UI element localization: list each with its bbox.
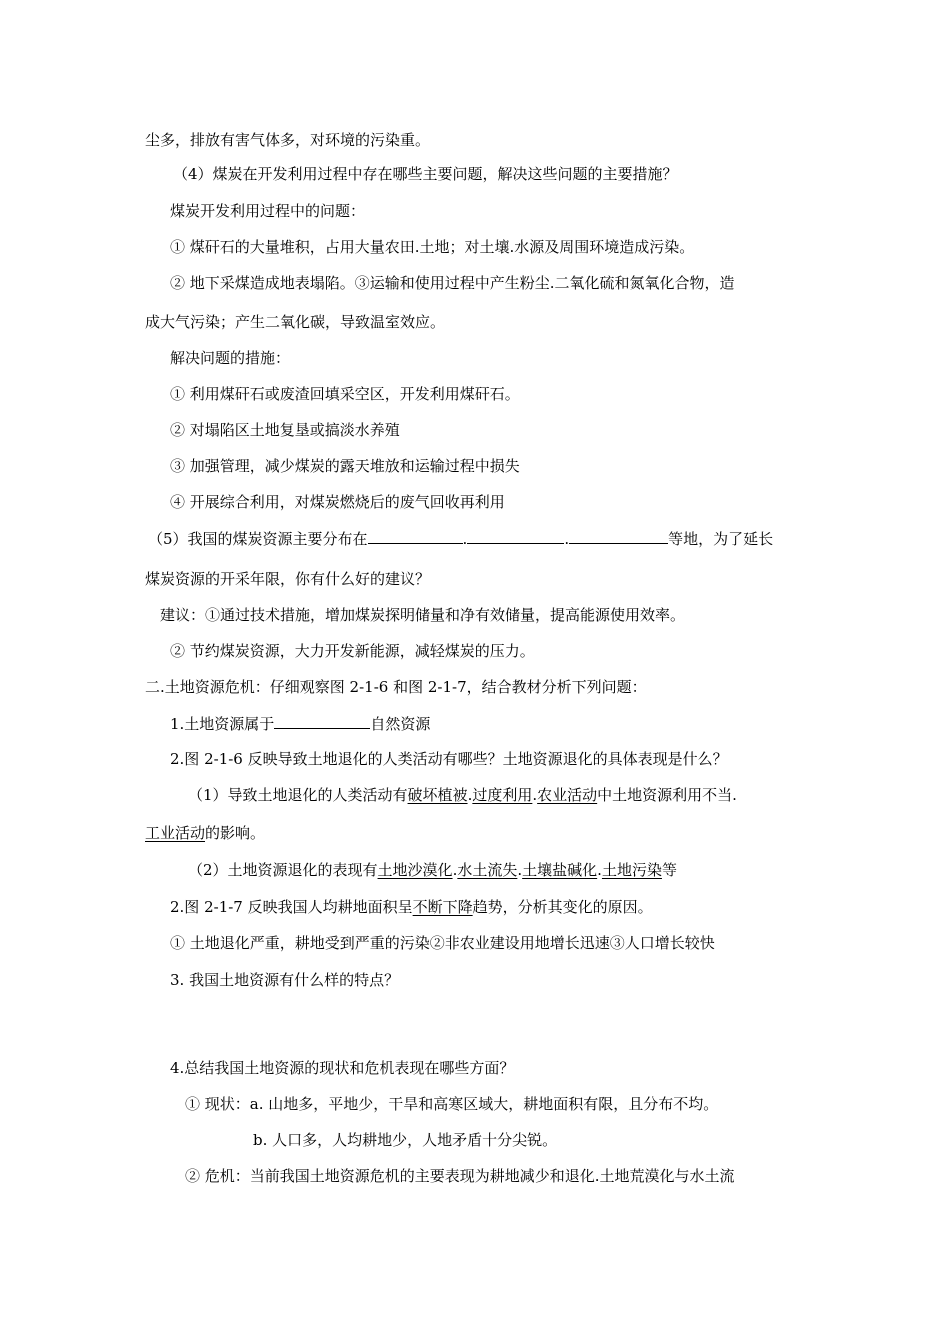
question-2: 2.图 2-1-6 反映导致土地退化的人类活动有哪些？土地资源退化的具体表现是什么？ (170, 750, 728, 768)
text-line: 煤炭开发利用过程中的问题： (170, 202, 366, 220)
fill-blank-2[interactable] (467, 528, 564, 544)
text-segment: 等 (661, 861, 677, 879)
fill-blank-3[interactable] (569, 528, 668, 544)
text-segment: . (462, 530, 468, 548)
underlined-answer: 土地沙漠化 (377, 861, 453, 879)
text-segment: . (467, 786, 473, 804)
text-line: ③ 加强管理，减少煤炭的露天堆放和运输过程中损失 (170, 457, 520, 475)
text-line: 尘多，排放有害气体多，对环境的污染重。 (145, 131, 431, 149)
text-segment: （2）土地资源退化的表现有 (188, 861, 378, 879)
text-line: 成大气污染；产生二氧化碳，导致温室效应。 (145, 313, 446, 331)
section-heading: 二.土地资源危机：仔细观察图 2-1-6 和图 2-1-7，结合教材分析下列问题： (145, 678, 647, 696)
underlined-answer: 土壤盐碱化 (522, 861, 598, 879)
text-line: ① 土地退化严重，耕地受到严重的污染②非农业建设用地增长迅速③人口增长较快 (170, 934, 715, 952)
underlined-answer: 农业活动 (537, 786, 598, 804)
underlined-answer: 工业活动 (145, 824, 206, 842)
underlined-answer: 水土流失 (457, 861, 518, 879)
text-segment: 1.土地资源属于 (170, 715, 275, 733)
text-line: ② 对塌陷区土地复垦或搞淡水养殖 (170, 421, 400, 439)
text-segment: . (517, 861, 523, 879)
text-line: ② 节约煤炭资源，大力开发新能源，减轻煤炭的压力。 (170, 642, 535, 660)
text-line: b. 人口多，人均耕地少，人地矛盾十分尖锐。 (253, 1131, 558, 1149)
text-segment: . (532, 786, 538, 804)
fill-blank-4[interactable] (274, 713, 370, 729)
text-segment: . (564, 530, 570, 548)
text-segment: 等地，为了延长 (668, 530, 774, 548)
question-4b: 4.总结我国土地资源的现状和危机表现在哪些方面？ (170, 1059, 515, 1077)
text-segment: . (452, 861, 458, 879)
text-segment: 自然资源 (370, 715, 431, 733)
question-3: 3. 我国土地资源有什么样的特点？ (170, 971, 400, 989)
text-segment: . (597, 861, 602, 879)
text-line: ① 煤矸石的大量堆积，占用大量农田.土地；对土壤.水源及周围环境造成污染。 (170, 238, 695, 256)
text-segment: 中土地资源利用不当. (597, 786, 737, 804)
answer-line (188, 785, 737, 805)
underlined-answer: 不断下降 (412, 898, 473, 916)
question-1 (170, 713, 430, 734)
text-line: ① 现状：a. 山地多，平地少，干旱和高寒区域大，耕地面积有限，且分布不均。 (185, 1095, 719, 1113)
underlined-answer: 过度利用 (472, 786, 533, 804)
text-line: 建议：①通过技术措施，增加煤炭探明储量和净有效储量，提高能源使用效率。 (160, 606, 686, 624)
text-segment: 的影响。 (205, 824, 266, 842)
answer-line (145, 823, 265, 843)
question-5 (148, 528, 773, 549)
text-line: ② 危机：当前我国土地资源危机的主要表现为耕地减少和退化.土地荒漠化与水土流 (185, 1167, 735, 1185)
text-line: 解决问题的措施： (170, 349, 291, 367)
answer-line (188, 860, 677, 880)
text-segment: 趋势，分析其变化的原因。 (472, 898, 653, 916)
text-line: ② 地下采煤造成地表塌陷。③运输和使用过程中产生粉尘.二氧化硫和氮氧化合物，造 (170, 274, 735, 292)
text-line: ① 利用煤矸石或废渣回填采空区，开发利用煤矸石。 (170, 385, 520, 403)
text-line: ④ 开展综合利用，对煤炭燃烧后的废气回收再利用 (170, 493, 505, 511)
question-2b (170, 897, 653, 917)
text-segment: （5）我国的煤炭资源主要分布在 (148, 530, 368, 548)
text-line: 煤炭资源的开采年限，你有什么好的建议？ (145, 570, 431, 588)
text-segment: （1）导致土地退化的人类活动有 (188, 786, 408, 804)
underlined-answer: 土地污染 (601, 861, 662, 879)
underlined-answer: 破坏植被 (407, 786, 468, 804)
fill-blank-1[interactable] (368, 528, 463, 544)
question-4: （4）煤炭在开发利用过程中存在哪些主要问题，解决这些问题的主要措施？ (173, 165, 678, 183)
text-segment: 2.图 2-1-7 反映我国人均耕地面积呈 (170, 898, 413, 916)
